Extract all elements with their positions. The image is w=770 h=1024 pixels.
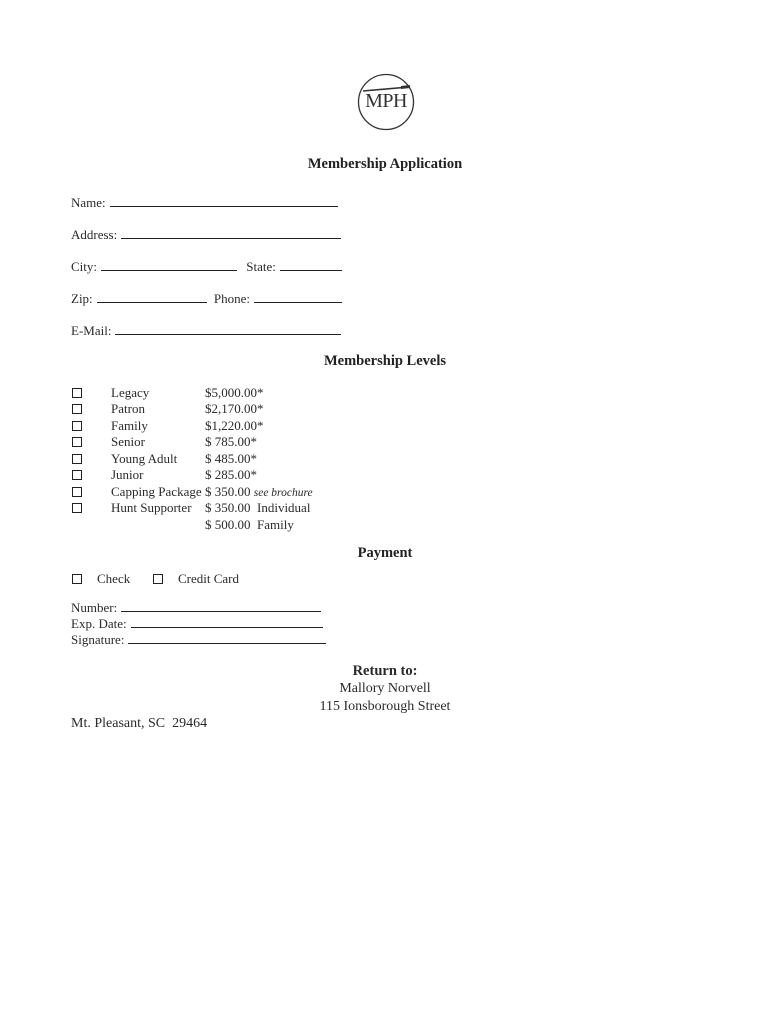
- mph-logo: [357, 73, 415, 131]
- phone-field[interactable]: [254, 290, 342, 303]
- level-name-young-adult: Young Adult: [111, 451, 178, 466]
- email-field[interactable]: [115, 322, 341, 335]
- name-field[interactable]: [110, 194, 338, 207]
- level-name-junior: Junior: [111, 467, 144, 482]
- exp-date-label: Exp. Date:: [71, 616, 127, 631]
- form-title: Membership Application: [307, 156, 463, 172]
- return-city: Mt. Pleasant, SC 29464: [71, 716, 208, 731]
- level-price-young-adult: $ 485.00*: [205, 451, 257, 466]
- zip-field[interactable]: [97, 290, 207, 303]
- level-price-legacy: $5,000.00*: [205, 385, 264, 400]
- payment-checkbox-check[interactable]: [72, 574, 82, 584]
- level-price-hunt-family: $ 500.00 Family: [205, 517, 294, 532]
- logo-text: MPH: [365, 90, 407, 112]
- state-field[interactable]: [280, 258, 342, 271]
- exp-date-field[interactable]: [131, 615, 323, 628]
- level-checkbox-patron[interactable]: [72, 404, 82, 414]
- capping-price: $ 350.00: [205, 484, 251, 499]
- signature-row: [71, 631, 326, 648]
- city-state-row: [71, 258, 342, 275]
- email-row: [71, 322, 341, 339]
- email-label: E-Mail:: [71, 323, 112, 338]
- level-name-patron: Patron: [111, 401, 145, 416]
- zip-phone-row: [71, 290, 342, 307]
- level-name-hunt-supporter: Hunt Supporter: [111, 500, 192, 515]
- level-checkbox-junior[interactable]: [72, 470, 82, 480]
- levels-heading: Membership Levels: [323, 353, 447, 369]
- city-field[interactable]: [101, 258, 237, 271]
- card-number-field[interactable]: [121, 599, 321, 612]
- level-name-senior: Senior: [111, 434, 145, 449]
- level-price-family: $1,220.00*: [205, 418, 264, 433]
- return-street: 115 Ionsborough Street: [319, 699, 451, 714]
- payment-option-check: Check: [97, 571, 131, 586]
- address-field[interactable]: [121, 226, 341, 239]
- phone-label: Phone:: [213, 291, 251, 306]
- capping-note: see brochure: [253, 487, 313, 499]
- level-price-junior: $ 285.00*: [205, 467, 257, 482]
- level-name-legacy: Legacy: [111, 385, 150, 400]
- payment-checkbox-credit-card[interactable]: [153, 574, 163, 584]
- level-name-capping: Capping Package: [111, 484, 202, 499]
- name-row: [71, 194, 338, 211]
- signature-field[interactable]: [128, 631, 326, 644]
- level-checkbox-senior[interactable]: [72, 437, 82, 447]
- name-label: Name:: [71, 195, 106, 210]
- return-name: Mallory Norvell: [339, 681, 431, 696]
- exp-date-row: [71, 615, 323, 632]
- level-checkbox-family[interactable]: [72, 421, 82, 431]
- payment-option-credit-card: Credit Card: [178, 571, 240, 586]
- return-heading: Return to:: [352, 663, 418, 679]
- level-checkbox-young-adult[interactable]: [72, 454, 82, 464]
- payment-heading: Payment: [357, 545, 413, 561]
- level-checkbox-legacy[interactable]: [72, 388, 82, 398]
- level-checkbox-hunt-supporter[interactable]: [72, 503, 82, 513]
- address-row: [71, 226, 341, 243]
- city-label: City:: [71, 259, 98, 274]
- card-number-label: Number:: [71, 600, 118, 615]
- level-price-capping: [205, 484, 313, 500]
- level-price-senior: $ 785.00*: [205, 434, 257, 449]
- zip-label: Zip:: [71, 291, 93, 306]
- level-name-family: Family: [111, 418, 148, 433]
- card-number-row: [71, 599, 321, 616]
- level-price-hunt-individual: $ 350.00 Individual: [205, 500, 311, 515]
- address-label: Address:: [71, 227, 118, 242]
- state-label: State:: [246, 259, 276, 274]
- signature-label: Signature:: [71, 632, 125, 647]
- level-price-patron: $2,170.00*: [205, 401, 264, 416]
- level-checkbox-capping[interactable]: [72, 487, 82, 497]
